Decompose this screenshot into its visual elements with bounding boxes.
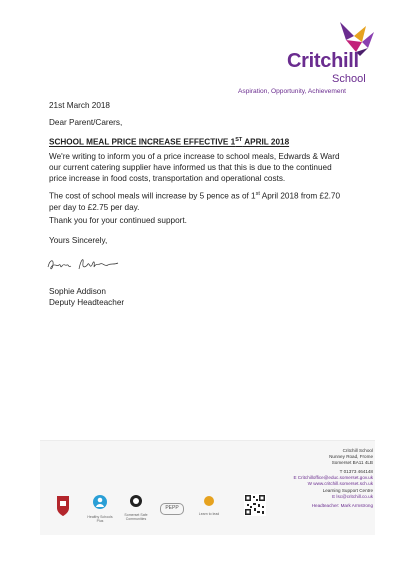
address-line: Somerset BA11 4LB xyxy=(331,460,373,466)
handwritten-signature-icon xyxy=(46,253,120,275)
letter-date: 21st March 2018 xyxy=(49,101,110,110)
address-line: Nunney Road, Frome xyxy=(329,454,373,460)
learn-to-lead-badge xyxy=(196,494,222,516)
safe-communities-badge xyxy=(124,494,148,521)
school-logo-word: School xyxy=(332,73,366,85)
letter-salutation: Dear Parent/Carers, xyxy=(49,118,123,127)
letter-paragraph-2: The cost of school meals will increase by 5 pence as of 1st April 2018 from £2.70 per day to £2.75 per day. xyxy=(49,191,341,212)
crest-icon xyxy=(56,494,70,518)
letter-subject: SCHOOL MEAL PRICE INCREASE EFFECTIVE 1ST APRIL 2018 xyxy=(49,137,290,147)
pepp-badge xyxy=(160,503,184,515)
healthy-schools-label: Healthy Schools Plus xyxy=(87,515,113,523)
address-line: E lsc@critchill.co.uk xyxy=(332,493,373,499)
address-line: E Critchilloffice@educ.somerset.gov.uk xyxy=(293,475,373,481)
healthy-schools-icon xyxy=(86,494,114,510)
address-line: Learning Support Centre xyxy=(322,487,373,493)
safe-communities-icon xyxy=(124,494,148,508)
signer-name: Sophie Addison xyxy=(49,287,106,296)
address-line: Headteacher: Mark Armstrong xyxy=(311,502,373,508)
learn-to-lead-label: Learn to lead xyxy=(198,512,220,516)
address-line: Critchill School xyxy=(342,448,373,453)
healthy-schools-badge xyxy=(86,494,114,523)
school-logo-name: Critchill xyxy=(287,50,359,72)
school-tagline: Aspiration, Opportunity, Achievement xyxy=(238,88,346,95)
safe-communities-label: Somerset Safe Communities xyxy=(124,513,148,521)
letter-paragraph-1: We're writing to inform you of a price increase to school meals, Edwards & Ward our current catering supplier have informed us that this is due to the continued price increase in food costs, transportation and operational costs. xyxy=(49,152,340,183)
footer-divider xyxy=(40,440,375,441)
signer-role: Deputy Headteacher xyxy=(49,298,125,307)
address-line: T 01373 464148 xyxy=(339,469,373,475)
pepp-label: PEPP xyxy=(165,505,179,511)
letter-closing: Yours Sincerely, xyxy=(49,236,108,245)
address-line: W www.critchill.somerset.sch.uk xyxy=(307,481,373,487)
letter-paragraph-3: Thank you for your continued support. xyxy=(49,216,187,225)
qr-code-icon xyxy=(244,494,266,516)
learn-to-lead-icon xyxy=(196,495,222,507)
